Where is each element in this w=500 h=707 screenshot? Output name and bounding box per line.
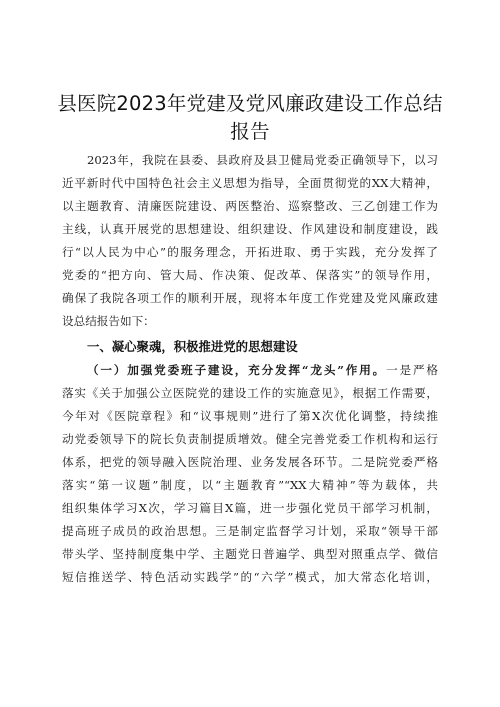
section1-heading: 一、凝心聚魂，积极推进党的思想建设 — [87, 339, 298, 354]
subsection1-bold-heading: （一）加强党委班子建设，充分发挥“龙头”作用。 — [87, 363, 387, 377]
subsection1-line: 体系，把党的领导融入医院治理、业务发展各环节。二是院党委严格 — [62, 455, 438, 469]
intro-line: 2023年，我院在县委、县政府及县卫健局党委正确领导下，以习 — [87, 153, 438, 167]
intro-line: 以主题教育、清廉医院建设、两医整治、巡察整改、三乙创建工作为 — [62, 199, 438, 213]
intro-line: 设总结报告如下： — [62, 314, 155, 328]
subsection1-line: 组织集体学习X次，学习篇目X篇，进一步强化党员干部学习机制， — [62, 501, 438, 515]
intro-line: 行“以人民为中心”的服务理念，开拓进取、勇于实践，充分发挥了 — [62, 245, 438, 259]
intro-line: 党委的“把方向、管大局、作决策、促改革、保落实”的领导作用， — [62, 268, 438, 282]
subsection1-line: 提高班子成员的政治思想。三是制定监督学习计划，采取“领导干部 — [62, 524, 438, 538]
subsection1-line: 今年对《医院章程》和“议事规则”进行了第X次优化调整，持续推 — [62, 409, 438, 423]
intro-line: 确保了我院各项工作的顺利开展，现将本年度工作党建及党风廉政建 — [62, 291, 438, 305]
subsection1-line: 带头学、坚持制度集中学、主题党日普遍学、典型对照重点学、微信 — [62, 547, 438, 561]
document-title-line2: 报告 — [230, 120, 270, 143]
intro-line: 主线，认真开展党的思想建设、组织建设、作风建设和制度建设，践 — [62, 222, 438, 236]
document-title-line1: 县医院2023年党建及党风廉政建设工作总结 — [57, 92, 443, 115]
intro-line: 近平新时代中国特色社会主义思想为指导，全面贯彻党的XX大精神， — [62, 176, 438, 190]
subsection1-line: 动党委领导下的院长负责制提质增效。健全完善党委工作机构和运行 — [62, 432, 438, 446]
subsection1-first-line-rest: 一是严格 — [386, 363, 438, 377]
subsection1-line: 落实《关于加强公立医院党的建设工作的实施意见》，根据工作需要， — [62, 386, 438, 400]
subsection1-line: 短信推送学、特色活动实践学”的“六学”模式，加大常态化培训， — [62, 570, 438, 584]
subsection1-first-line — [87, 362, 438, 378]
subsection1-line: 落实“第一议题”制度，以“主题教育”“XX大精神”等为载体，共 — [62, 478, 438, 492]
